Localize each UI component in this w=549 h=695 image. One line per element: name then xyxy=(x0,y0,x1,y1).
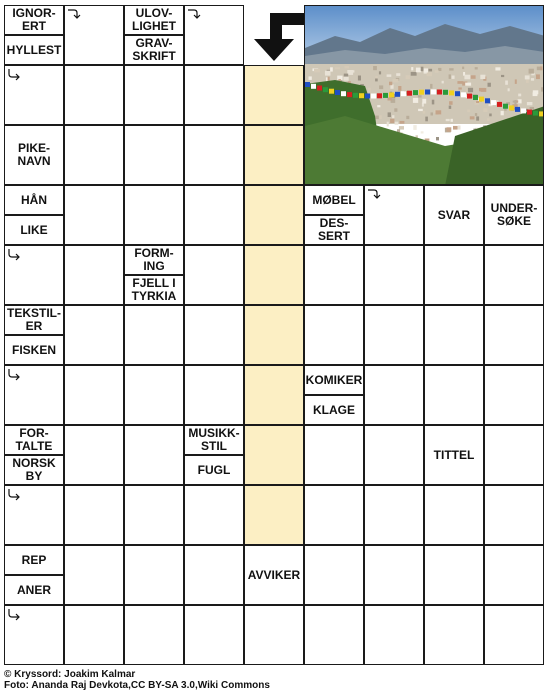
answer-cell[interactable] xyxy=(304,305,364,365)
answer-cell[interactable] xyxy=(64,545,124,605)
arrow-right-down-icon xyxy=(367,188,381,200)
clue-text: LIKE xyxy=(20,222,48,237)
answer-cell[interactable] xyxy=(244,605,304,665)
answer-cell[interactable] xyxy=(244,305,304,365)
answer-cell[interactable] xyxy=(364,245,424,305)
clue-text: DES- SERT xyxy=(317,216,350,243)
arrow-down-right-icon xyxy=(7,608,21,620)
credit-author: © Kryssord: Joakim Kalmar xyxy=(4,669,136,680)
answer-cell[interactable] xyxy=(124,305,184,365)
clue-cell xyxy=(4,215,64,245)
answer-cell[interactable] xyxy=(64,425,124,485)
answer-cell[interactable] xyxy=(64,365,124,425)
answer-cell[interactable] xyxy=(364,425,424,485)
answer-cell[interactable] xyxy=(184,245,244,305)
clue-cell xyxy=(4,425,64,455)
arrow-down-left-icon xyxy=(248,9,304,65)
clue-text: MØBEL xyxy=(312,192,356,207)
answer-cell[interactable] xyxy=(364,485,424,545)
clue-text: ULOV- LIGHET xyxy=(132,6,176,33)
credit-photo: Foto: Ananda Raj Devkota,CC BY-SA 3.0,Wiki Commons xyxy=(4,680,270,691)
answer-cell[interactable] xyxy=(484,365,544,425)
answer-cell[interactable] xyxy=(124,365,184,425)
answer-cell[interactable] xyxy=(424,545,484,605)
clue-cell xyxy=(4,545,64,575)
clue-cell xyxy=(4,5,64,35)
clue-cell xyxy=(4,305,64,335)
clue-cell xyxy=(424,185,484,245)
clue-text: NORSK BY xyxy=(12,456,56,483)
clue-cell xyxy=(244,545,304,605)
answer-cell[interactable] xyxy=(484,305,544,365)
clue-text: FORM- ING xyxy=(134,246,174,273)
answer-cell[interactable] xyxy=(124,605,184,665)
answer-cell[interactable] xyxy=(304,245,364,305)
clue-text: MUSIKK- STIL xyxy=(188,426,240,453)
answer-cell[interactable] xyxy=(484,245,544,305)
answer-cell[interactable] xyxy=(364,305,424,365)
clue-text: PIKE- NAVN xyxy=(17,141,51,168)
clue-photo xyxy=(304,5,544,185)
answer-cell[interactable] xyxy=(484,605,544,665)
answer-cell[interactable] xyxy=(244,485,304,545)
clue-text: TEKSTIL- ER xyxy=(7,306,61,333)
answer-cell[interactable] xyxy=(184,365,244,425)
answer-cell[interactable] xyxy=(244,365,304,425)
answer-cell[interactable] xyxy=(304,605,364,665)
clue-text: KLAGE xyxy=(313,402,355,417)
clue-text: KOMIKER xyxy=(305,372,363,387)
clue-cell xyxy=(124,275,184,305)
answer-cell[interactable] xyxy=(184,605,244,665)
answer-cell[interactable] xyxy=(484,545,544,605)
answer-cell[interactable] xyxy=(424,605,484,665)
arrow-right-down-icon xyxy=(67,8,81,20)
arrow-down-right-icon xyxy=(7,68,21,80)
arrow-right-down-icon xyxy=(187,8,201,20)
answer-cell[interactable] xyxy=(364,365,424,425)
clue-text: AVVIKER xyxy=(247,567,301,582)
clue-text: FOR- TALTE xyxy=(15,426,53,453)
clue-text: HYLLEST xyxy=(6,42,62,57)
answer-cell[interactable] xyxy=(184,485,244,545)
clue-cell xyxy=(424,425,484,485)
crossword-grid xyxy=(4,5,544,665)
answer-cell[interactable] xyxy=(124,125,184,185)
arrow-down-right-icon xyxy=(7,488,21,500)
clue-cell xyxy=(4,575,64,605)
answer-cell[interactable] xyxy=(484,485,544,545)
answer-cell[interactable] xyxy=(424,365,484,425)
answer-cell[interactable] xyxy=(64,305,124,365)
clue-text: GRAV- SKRIFT xyxy=(132,36,176,63)
answer-cell[interactable] xyxy=(364,605,424,665)
answer-cell[interactable] xyxy=(124,485,184,545)
answer-cell[interactable] xyxy=(424,485,484,545)
answer-cell[interactable] xyxy=(184,545,244,605)
clue-cell xyxy=(4,455,64,485)
arrow-down-right-icon xyxy=(7,368,21,380)
answer-cell[interactable] xyxy=(484,425,544,485)
answer-cell[interactable] xyxy=(424,245,484,305)
answer-cell[interactable] xyxy=(244,65,304,125)
answer-cell[interactable] xyxy=(304,485,364,545)
answer-cell[interactable] xyxy=(64,605,124,665)
clue-cell xyxy=(304,365,364,395)
clue-cell xyxy=(4,185,64,215)
clue-cell xyxy=(4,335,64,365)
answer-cell[interactable] xyxy=(64,185,124,245)
clue-cell xyxy=(304,395,364,425)
answer-cell[interactable] xyxy=(124,545,184,605)
answer-cell[interactable] xyxy=(304,425,364,485)
clue-cell xyxy=(4,125,64,185)
clue-text: ANER xyxy=(16,582,51,597)
clue-cell xyxy=(124,245,184,275)
clue-cell xyxy=(304,185,364,215)
clue-text: HÅN xyxy=(21,192,47,207)
landscape-photo xyxy=(305,6,544,185)
answer-cell[interactable] xyxy=(244,245,304,305)
clue-text: FISKEN xyxy=(11,342,56,357)
answer-cell[interactable] xyxy=(424,305,484,365)
clue-cell xyxy=(124,5,184,35)
answer-cell[interactable] xyxy=(64,245,124,305)
clue-cell xyxy=(124,35,184,65)
clue-cell xyxy=(4,35,64,65)
answer-cell[interactable] xyxy=(124,185,184,245)
answer-cell[interactable] xyxy=(304,545,364,605)
answer-cell[interactable] xyxy=(184,65,244,125)
credits xyxy=(4,669,270,691)
answer-cell[interactable] xyxy=(184,185,244,245)
clue-cell xyxy=(484,185,544,245)
clue-cell xyxy=(184,425,244,455)
answer-cell[interactable] xyxy=(244,425,304,485)
answer-cell[interactable] xyxy=(244,125,304,185)
answer-cell[interactable] xyxy=(184,125,244,185)
clue-text: REP xyxy=(21,552,47,567)
answer-cell[interactable] xyxy=(184,305,244,365)
clue-text: SVAR xyxy=(437,207,471,222)
answer-cell[interactable] xyxy=(124,65,184,125)
answer-cell[interactable] xyxy=(244,185,304,245)
answer-cell[interactable] xyxy=(64,485,124,545)
answer-cell[interactable] xyxy=(64,65,124,125)
clue-text: IGNOR- ERT xyxy=(12,6,56,33)
arrow-down-right-icon xyxy=(7,248,21,260)
answer-cell[interactable] xyxy=(364,545,424,605)
clue-text: UNDER- SØKE xyxy=(490,201,538,228)
clue-text: FUGL xyxy=(197,462,231,477)
answer-cell[interactable] xyxy=(64,125,124,185)
clue-cell xyxy=(304,215,364,245)
clue-cell xyxy=(184,455,244,485)
answer-cell[interactable] xyxy=(124,425,184,485)
clue-text: FJELL I TYRKIA xyxy=(131,276,177,303)
clue-text: TITTEL xyxy=(433,447,475,462)
